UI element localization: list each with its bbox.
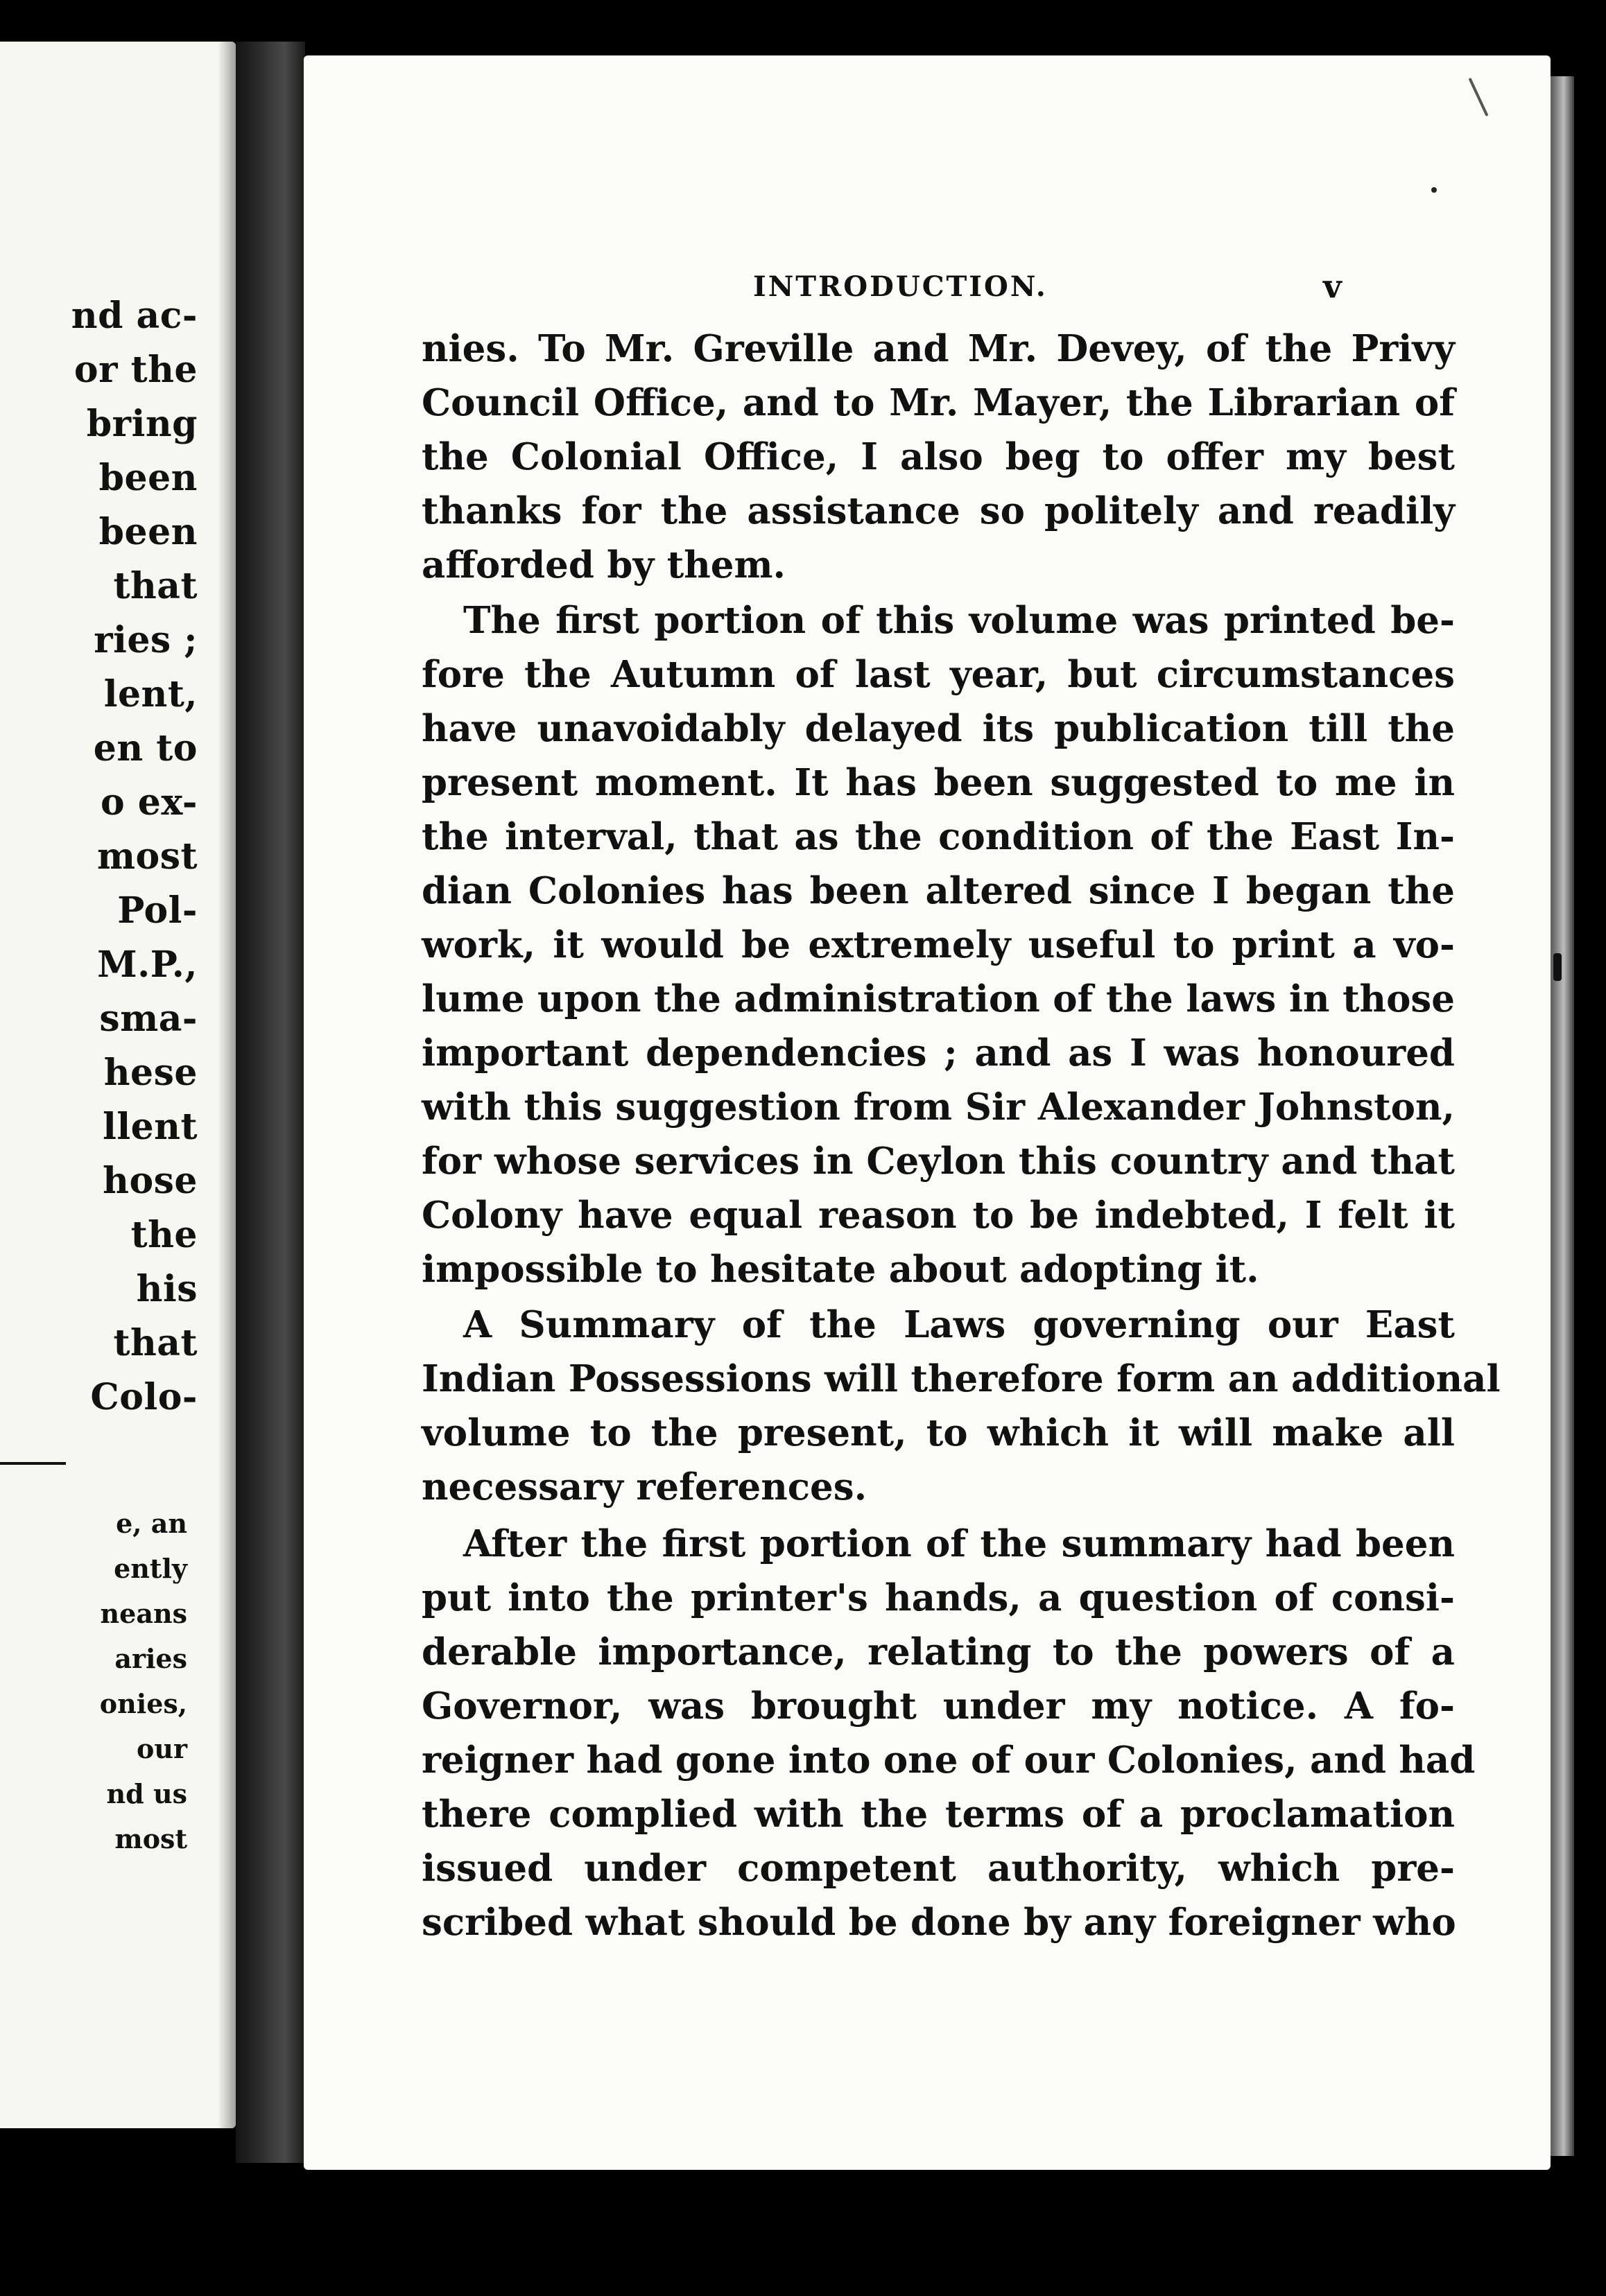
text-line: Colony have equal reason to be indebted, I felt it: [422, 1194, 1455, 1237]
footnote-rule: [0, 1462, 66, 1465]
left-page-line: his: [136, 1268, 198, 1310]
left-footnote-line: onies,: [99, 1688, 187, 1719]
text-line: Governor, was brought under my notice. A fo-: [422, 1685, 1455, 1728]
left-page-line: been: [98, 457, 198, 499]
left-page-line: Pol-: [117, 889, 198, 932]
left-footnote-line: our: [137, 1733, 187, 1764]
text-line: dian Colonies has been altered since I began the: [422, 869, 1455, 912]
text-line: the interval, that as the condition of the East In-: [422, 815, 1455, 858]
text-line: nies. To Mr. Greville and Mr. Devey, of the Privy: [422, 327, 1455, 370]
left-page-line: Colo-: [90, 1376, 198, 1418]
left-page-line: llent: [103, 1106, 198, 1148]
left-footnote-line: neans: [100, 1598, 187, 1629]
scan-speck: [1553, 953, 1562, 981]
left-page-line: hese: [103, 1052, 198, 1094]
page-number: v: [1323, 268, 1342, 305]
left-page-line: nd ac-: [71, 295, 198, 337]
text-line: important dependencies ; and as I was honoured: [422, 1032, 1455, 1075]
scan-speck: [1469, 78, 1489, 116]
text-line: for whose services in Ceylon this country and that: [422, 1140, 1455, 1183]
text-line: fore the Autumn of last year, but circumstances: [422, 653, 1455, 696]
left-footnote-line: e, an: [116, 1508, 187, 1539]
left-page: [0, 42, 236, 2128]
text-line: derable importance, relating to the powers of a: [422, 1630, 1455, 1673]
left-page-line: sma-: [99, 998, 198, 1040]
right-page: [304, 55, 1551, 2170]
left-page-line: that: [113, 1322, 198, 1364]
paragraph-first-line: A Summary of the Laws governing our East: [463, 1303, 1455, 1346]
text-line: with this suggestion from Sir Alexander Johnston,: [422, 1086, 1455, 1129]
book-gutter: [236, 42, 305, 2163]
left-page-line: o ex-: [100, 781, 198, 824]
text-line: volume to the present, to which it will make all: [422, 1411, 1455, 1454]
left-page-line: that: [113, 565, 198, 607]
text-line: lume upon the administration of the laws in those: [422, 977, 1455, 1020]
left-page-line: hose: [103, 1160, 198, 1202]
left-page-line: been: [98, 511, 198, 553]
text-line: reigner had gone into one of our Colonies, and had: [422, 1739, 1476, 1782]
left-page-line: M.P.,: [97, 943, 198, 986]
left-footnote-line: aries: [114, 1643, 187, 1674]
left-footnote-line: nd us: [106, 1778, 187, 1809]
text-line: necessary references.: [422, 1466, 867, 1508]
text-line: issued under competent authority, which pre-: [422, 1847, 1455, 1890]
left-page-line: en to: [93, 727, 198, 769]
left-footnote-line: most: [114, 1823, 187, 1854]
text-line: put into the printer's hands, a question of consi-: [422, 1576, 1455, 1619]
text-line: scribed what should be done by any foreigner who: [422, 1901, 1456, 1944]
text-line: present moment. It has been suggested to me in: [422, 761, 1455, 804]
left-footnote-line: ently: [114, 1553, 187, 1584]
text-line: there complied with the terms of a proclamation: [422, 1793, 1455, 1836]
running-head: [304, 270, 1551, 312]
text-line: afforded by them.: [422, 543, 786, 586]
paragraph-first-line: After the first portion of the summary had been: [463, 1522, 1455, 1565]
running-head-title: INTRODUCTION.: [753, 270, 1048, 303]
page-curl-shadow: [218, 42, 236, 2128]
left-page-line: the: [130, 1214, 198, 1256]
text-line: Council Office, and to Mr. Mayer, the Librarian of: [422, 381, 1455, 424]
text-line: have unavoidably delayed its publication till the: [422, 707, 1455, 750]
text-line: Indian Possessions will therefore form an additional: [422, 1357, 1501, 1400]
scan-speck: [1431, 187, 1437, 193]
text-line: impossible to hesitate about adopting it.: [422, 1248, 1259, 1291]
text-line: thanks for the assistance so politely and readily: [422, 489, 1455, 532]
text-line: work, it would be extremely useful to print a vo-: [422, 923, 1455, 966]
paragraph-first-line: The first portion of this volume was printed be-: [463, 599, 1455, 642]
left-page-line: lent,: [103, 673, 198, 715]
left-page-line: or the: [74, 349, 198, 391]
left-page-line: ries ;: [94, 619, 198, 661]
left-page-line: most: [97, 835, 198, 878]
text-line: the Colonial Office, I also beg to offer my best: [422, 435, 1455, 478]
left-page-line: bring: [86, 403, 198, 445]
